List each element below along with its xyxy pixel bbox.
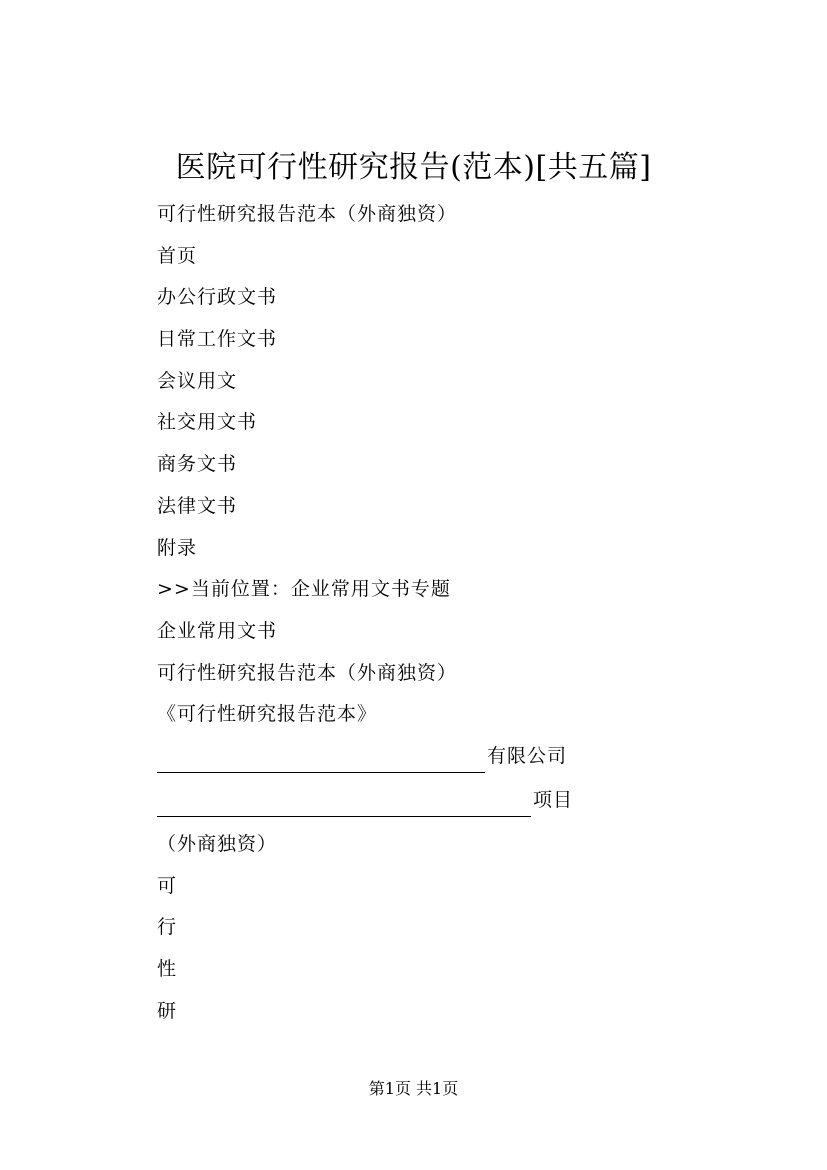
- company-suffix: 有限公司: [487, 744, 568, 767]
- text-line: 办公行政文书: [157, 286, 278, 309]
- text-line: 性: [157, 958, 178, 980]
- text-line: 附录: [157, 536, 198, 559]
- document-title: 医院可行性研究报告(范本)[共五篇]: [175, 150, 652, 185]
- text-line: 日常工作文书: [157, 328, 278, 351]
- text-line: （外商独资）: [157, 832, 278, 855]
- text-line: 《可行性研究报告范本》: [157, 703, 378, 726]
- text-line: 法律文书: [157, 494, 238, 517]
- text-line: 行: [157, 916, 178, 939]
- text-line: 商务文书: [157, 453, 238, 476]
- project-name-blank: [157, 792, 531, 817]
- project-suffix: 项目: [533, 788, 574, 811]
- text-line: 首页: [157, 244, 198, 267]
- breadcrumb: >>当前位置：企业常用文书专题: [157, 578, 451, 601]
- project-name-line: [157, 783, 777, 827]
- document-body: [157, 197, 777, 1035]
- text-line: 会议用文: [157, 369, 238, 392]
- page-footer: 第1页 共1页: [368, 1079, 459, 1098]
- text-line: 可行性研究报告范本（外商独资）: [157, 203, 458, 225]
- company-name-blank: [157, 748, 485, 773]
- text-line: 企业常用文书: [157, 619, 278, 642]
- text-line: 可: [157, 874, 178, 897]
- text-line: 研: [157, 999, 178, 1022]
- company-name-line: [157, 739, 777, 783]
- text-line: 社交用文书: [157, 411, 258, 434]
- text-line: 可行性研究报告范本（外商独资）: [157, 661, 458, 684]
